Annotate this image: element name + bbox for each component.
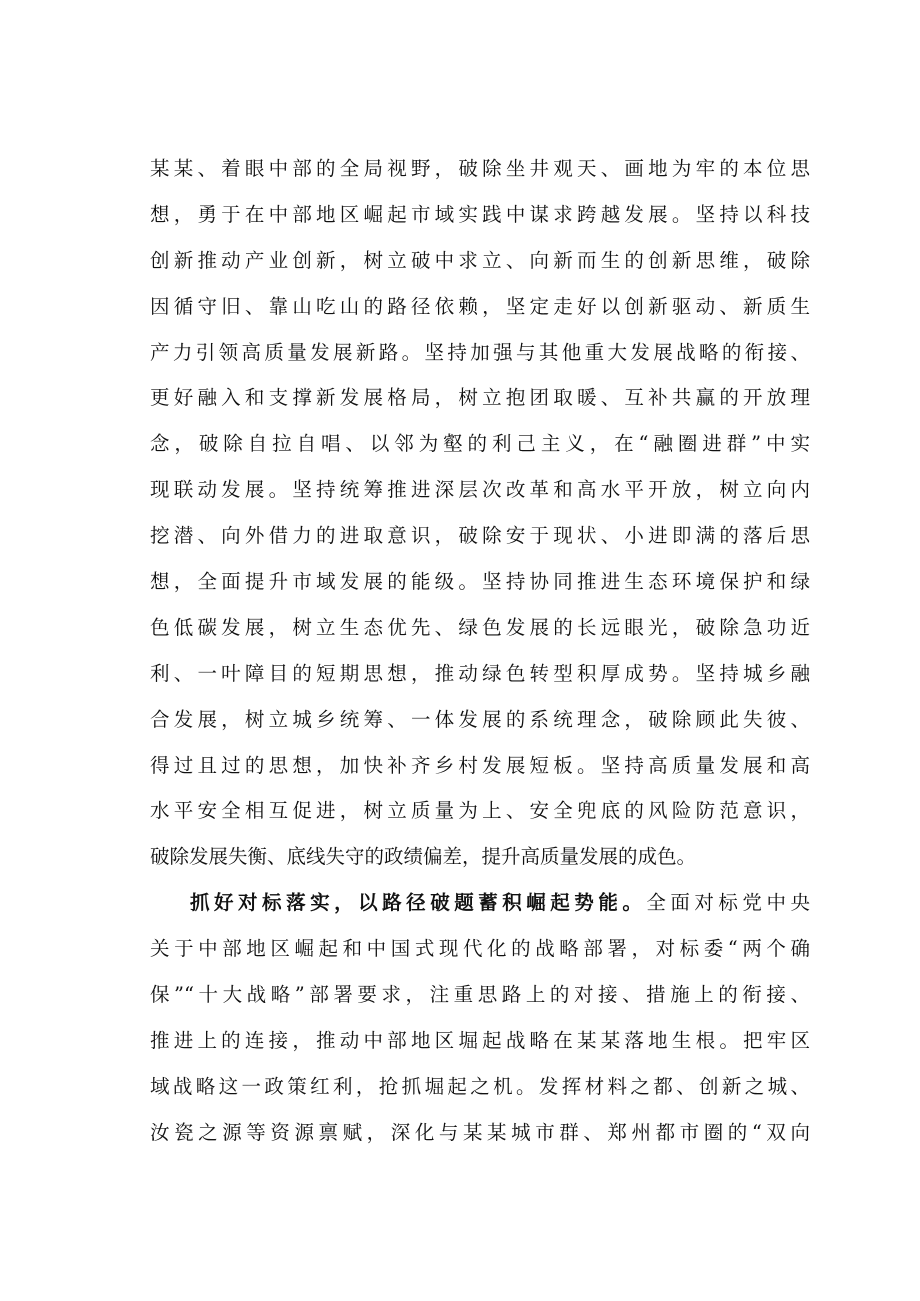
paragraph2-line: 域战略这一政策红利，抢抓堀起之机。发挥材料之都、创新之城、 [150,1074,810,1098]
paragraph1-line: 破除发展失衡、底线失守的政绩偏差，提升高质量发展的成色。 [150,845,697,869]
paragraph2-line: 关于中部地区崛起和中国式现代化的战略部署，对标委“两个确 [150,937,810,961]
paragraph1-line: 想，全面提升市域发展的能级。坚持协同推进生态环境保护和绿 [150,570,810,594]
paragraph1-line: 创新推动产业创新，树立破中求立、向新而生的创新思维，破除 [150,248,810,272]
paragraph2-line: 汝瓷之源等资源禀赋，深化与某某城市群、郑州都市圈的“双向 [150,1120,810,1144]
paragraph1-line: 某某、着眼中部的全局视野，破除坐井观天、画地为牢的本位思 [150,157,810,180]
paragraph1-line: 更好融入和支撑新发展格局，树立抱团取暖、互补共赢的开放理 [150,386,810,410]
document-body [150,155,810,1165]
paragraph2-heading: 抓好对标落实，以路径破题蓄积崛起势能。 [190,891,647,915]
paragraph1-line: 因循守旧、靠山吃山的路径依赖，坚定走好以创新驱动、新质生 [150,294,810,318]
paragraph1-line: 现联动发展。坚持统筹推进深层次改革和高水平开放，树立向内 [150,478,810,502]
paragraph2-line: 推进上的连接，推动中部地区堀起战略在某某落地生根。把牢区 [150,1028,810,1052]
paragraph1-line: 得过且过的思想，加快补齐乡村发展短板。坚持高质量发展和高 [150,753,810,777]
paragraph1-line: 利、一叶障目的短期思想，推动绿色转型积厚成势。坚持城乡融 [150,661,810,685]
paragraph2-first-line [150,889,810,935]
paragraph1-line: 想，勇于在中部地区崛起市域实践中谋求跨越发展。坚持以科技 [150,202,810,226]
paragraph1-line: 产力引领高质量发展新路。坚持加强与其他重大发展战略的衔接、 [150,340,810,364]
paragraph1-line: 合发展，树立城乡统筹、一体发展的系统理念，破除顾此失彼、 [150,707,810,731]
paragraph1-line: 水平安全相互促进，树立质量为上、安全兜底的风险防范意识， [150,799,810,823]
paragraph1-line: 色低碳发展，树立生态优先、绿色发展的长远眼光，破除急功近 [150,615,810,639]
paragraph1-line: 念，破除自拉自唱、以邻为壑的利己主义，在“融圈进群”中实 [150,432,810,456]
paragraph2-line: 保”“十大战略”部署要求，注重思路上的对接、措施上的衔接、 [150,983,810,1007]
paragraph1-line: 挖潜、向外借力的进取意识，破除安于现状、小进即满的落后思 [150,524,810,548]
paragraph2-first-line-rest: 全面对标党中央 [646,891,810,915]
